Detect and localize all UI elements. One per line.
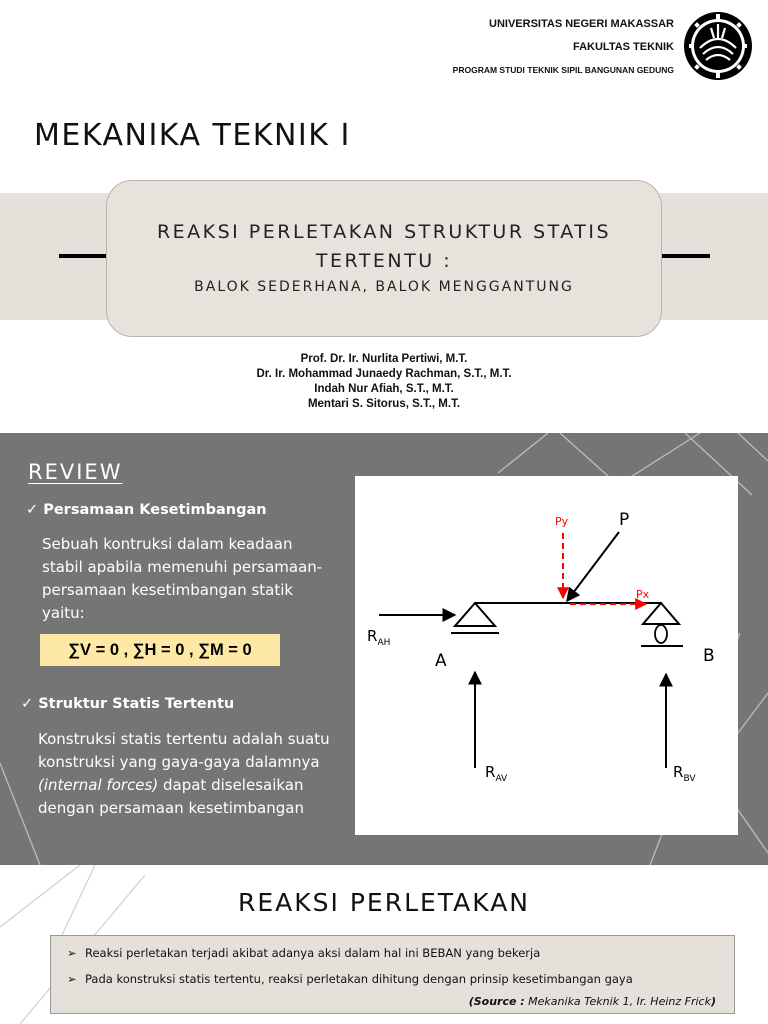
checklist-item-determinate [21, 696, 234, 712]
section-title: REAKSI PERLETAKAN [237, 888, 530, 917]
beam-diagram [355, 476, 738, 835]
title-line-2: BALOK SEDERHANA, BALOK MENGGANTUNG [194, 279, 574, 295]
checklist-heading: Persamaan Kesetimbangan [43, 502, 267, 518]
title-box [106, 180, 662, 337]
left-accent-bar [59, 254, 106, 258]
support-b-label: B [703, 646, 715, 666]
determinate-paragraph: Konstruksi statis tertentu adalah suatu konstruksi yang gaya-gaya dalamnya (internal forces) dapat diselesaikan dengan persamaan kesetimbangan [38, 730, 330, 817]
program-name: PROGRAM STUDI TEKNIK SIPIL BANGUNAN GEDUNG [452, 65, 674, 75]
list-item: ➢ Reaksi perletakan terjadi akibat adanya aksi dalam hal ini BEBAN yang bekerja [67, 946, 541, 960]
p-label: P [619, 510, 630, 530]
px-label: Px [636, 588, 650, 601]
equilibrium-paragraph: Sebuah kontruksi dalam keadaan stabil apabila memenuhi persamaan-persamaan kesetimbangan statik yaitu: [42, 535, 323, 622]
pin-support-a [455, 603, 495, 626]
university-seal-icon [680, 8, 756, 84]
university-name: UNIVERSITAS NEGERI MAKASSAR [489, 18, 674, 30]
source-citation: (Source : Mekanika Teknik 1, Ir. Heinz Frick) [468, 995, 716, 1008]
review-title: REVIEW [28, 460, 123, 484]
faculty-name: FAKULTAS TEKNIK [572, 41, 674, 53]
rav-label: $R_{AV}$ [485, 763, 508, 784]
review-panel [0, 433, 768, 865]
arrow-bullet-icon: ➢ [67, 946, 77, 960]
title-line-1: REAKSI PERLETAKAN STRUKTUR STATIS TERTENTU : [156, 221, 612, 272]
equilibrium-equation: ∑V = 0 , ∑H = 0 , ∑M = 0 [40, 634, 280, 666]
rah-label: $R_{AH}$ [367, 627, 391, 648]
arrow-bullet-icon: ➢ [67, 972, 77, 986]
list-item: ➢ Pada konstruksi statis tertentu, reaksi perletakan dihitung dengan prinsip kesetimbangan gaya [67, 972, 633, 986]
author-list [0, 352, 768, 412]
check-icon: ✓ [26, 502, 39, 518]
author-name: Prof. Dr. Ir. Nurlita Pertiwi, M.T. [300, 353, 468, 365]
roller-support-b [643, 603, 679, 624]
rbv-label: $R_{BV}$ [673, 763, 696, 784]
checklist-item-equilibrium [26, 502, 267, 518]
course-title: MEKANIKA TEKNIK I [34, 118, 351, 153]
beam-diagram-svg [355, 476, 738, 835]
check-icon: ✓ [21, 696, 34, 712]
load-p-arrow [567, 532, 619, 601]
roller-wheel [655, 625, 667, 643]
author-name: Indah Nur Afiah, S.T., M.T. [314, 383, 454, 395]
py-label: Py [555, 515, 569, 528]
checklist-heading: Struktur Statis Tertentu [38, 696, 235, 712]
author-name: Mentari S. Sitorus, S.T., M.T. [307, 398, 461, 410]
internal-forces-term: (internal forces) [38, 776, 159, 794]
right-accent-bar [662, 254, 710, 258]
author-name: Dr. Ir. Mohammad Junaedy Rachman, S.T., M.T. [256, 368, 512, 380]
support-a-label: A [435, 651, 447, 671]
notes-box [50, 935, 735, 1014]
